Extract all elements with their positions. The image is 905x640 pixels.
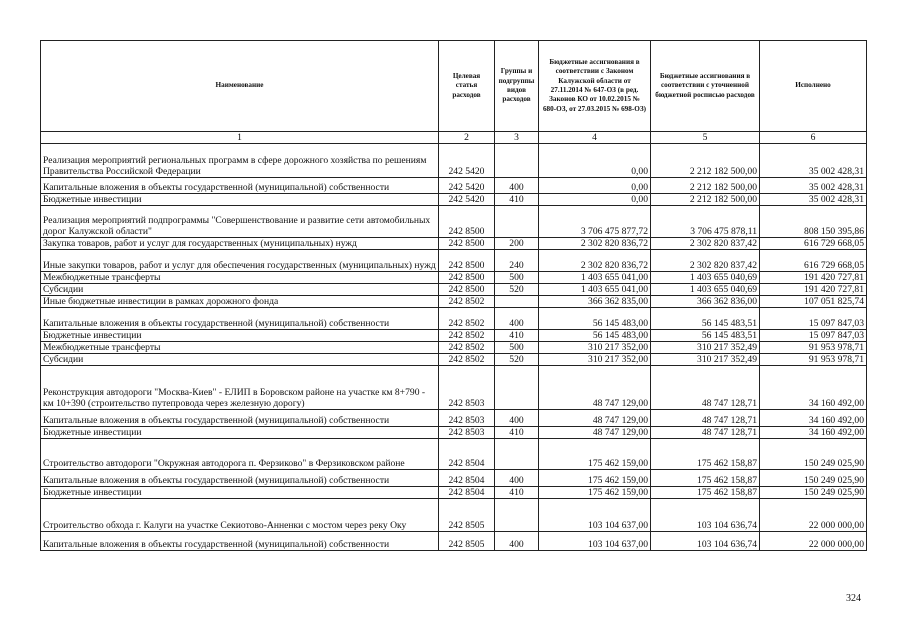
row-name: Строительство автодороги "Окружная автодорога п. Ферзиково" в Ферзиковском районе (41, 439, 439, 470)
budget-law-amount: 103 104 637,00 (539, 499, 651, 532)
budget-refined-amount: 56 145 483,51 (651, 330, 760, 342)
budget-law-amount: 175 462 159,00 (539, 439, 651, 470)
expense-group-code (495, 366, 539, 410)
row-name: Бюджетные инвестиции (41, 330, 439, 342)
expense-group-code: 200 (495, 238, 539, 250)
table-row (41, 206, 867, 238)
target-article-code: 242 8500 (439, 250, 495, 272)
target-article-code: 242 8502 (439, 354, 495, 366)
target-article-code: 242 8500 (439, 272, 495, 284)
row-name: Иные бюджетные инвестиции в рамках дорожного фонда (41, 296, 439, 308)
table-row (41, 144, 867, 178)
table-row (41, 296, 867, 308)
expense-group-code (495, 296, 539, 308)
table-row (41, 427, 867, 439)
executed-amount: 22 000 000,00 (760, 499, 867, 532)
expense-group-code: 400 (495, 532, 539, 551)
budget-law-amount: 3 706 475 877,72 (539, 206, 651, 238)
budget-law-amount: 1 403 655 041,00 (539, 284, 651, 296)
executed-amount: 616 729 668,05 (760, 238, 867, 250)
budget-law-amount: 2 302 820 836,72 (539, 250, 651, 272)
row-name: Капитальные вложения в объекты государственной (муниципальной) собственности (41, 178, 439, 194)
budget-law-amount: 1 403 655 041,00 (539, 272, 651, 284)
target-article-code: 242 8503 (439, 427, 495, 439)
target-article-code: 242 8502 (439, 308, 495, 330)
executed-amount: 808 150 395,86 (760, 206, 867, 238)
header-name: Наименование (41, 41, 439, 132)
row-name: Субсидии (41, 354, 439, 366)
table-row (41, 342, 867, 354)
row-name: Капитальные вложения в объекты государственной (муниципальной) собственности (41, 308, 439, 330)
target-article-code: 242 8502 (439, 342, 495, 354)
table-row (41, 470, 867, 487)
table-row (41, 366, 867, 410)
page-number: 324 (846, 593, 861, 604)
executed-amount: 107 051 825,74 (760, 296, 867, 308)
budget-law-amount: 56 145 483,00 (539, 308, 651, 330)
executed-amount: 35 002 428,31 (760, 194, 867, 206)
target-article-code: 242 8503 (439, 366, 495, 410)
table-row (41, 308, 867, 330)
target-article-code: 242 8500 (439, 206, 495, 238)
budget-law-amount: 48 747 129,00 (539, 410, 651, 427)
table-row (41, 439, 867, 470)
row-name: Реализация мероприятий подпрограммы "Совершенствование и развитие сети автомобильных дорог Калужской области" (41, 206, 439, 238)
row-name: Бюджетные инвестиции (41, 427, 439, 439)
table-row (41, 250, 867, 272)
expense-group-code: 500 (495, 272, 539, 284)
expense-group-code: 240 (495, 250, 539, 272)
expense-group-code: 400 (495, 308, 539, 330)
budget-law-amount: 2 302 820 836,72 (539, 238, 651, 250)
budget-law-amount: 48 747 129,00 (539, 427, 651, 439)
target-article-code: 242 8502 (439, 330, 495, 342)
column-number: 5 (651, 132, 760, 144)
budget-refined-amount: 48 747 128,71 (651, 410, 760, 427)
table-row (41, 532, 867, 551)
budget-law-amount: 310 217 352,00 (539, 342, 651, 354)
table-row (41, 330, 867, 342)
target-article-code: 242 8500 (439, 284, 495, 296)
budget-refined-amount: 310 217 352,49 (651, 342, 760, 354)
budget-refined-amount: 366 362 836,00 (651, 296, 760, 308)
budget-law-amount: 0,00 (539, 194, 651, 206)
target-article-code: 242 8504 (439, 439, 495, 470)
expense-group-code: 400 (495, 410, 539, 427)
budget-refined-amount: 2 302 820 837,42 (651, 238, 760, 250)
table-row (41, 410, 867, 427)
row-name: Бюджетные инвестиции (41, 194, 439, 206)
table-row (41, 487, 867, 499)
row-name: Межбюджетные трансферты (41, 272, 439, 284)
table-row (41, 194, 867, 206)
expense-group-code (495, 144, 539, 178)
executed-amount: 34 160 492,00 (760, 427, 867, 439)
header-budget-refined: Бюджетные ассигнования в соответствии с уточненной бюджетной росписью расходов (651, 41, 760, 132)
budget-refined-amount: 2 212 182 500,00 (651, 178, 760, 194)
budget-refined-amount: 2 212 182 500,00 (651, 144, 760, 178)
budget-refined-amount: 2 302 820 837,42 (651, 250, 760, 272)
budget-refined-amount: 175 462 158,87 (651, 470, 760, 487)
table-row (41, 284, 867, 296)
expense-group-code: 520 (495, 354, 539, 366)
row-name: Строительство обхода г. Калуги на участке Секиотово-Анненки с мостом через реку Оку (41, 499, 439, 532)
row-name: Иные закупки товаров, работ и услуг для обеспечения государственных (муниципальных) нужд (41, 250, 439, 272)
executed-amount: 150 249 025,90 (760, 439, 867, 470)
header-executed: Исполнено (760, 41, 867, 132)
target-article-code: 242 8500 (439, 238, 495, 250)
executed-amount: 15 097 847,03 (760, 308, 867, 330)
budget-law-amount: 0,00 (539, 144, 651, 178)
expense-group-code: 410 (495, 487, 539, 499)
budget-law-amount: 48 747 129,00 (539, 366, 651, 410)
budget-refined-amount: 48 747 128,71 (651, 427, 760, 439)
executed-amount: 150 249 025,90 (760, 487, 867, 499)
expense-group-code: 410 (495, 194, 539, 206)
row-name: Закупка товаров, работ и услуг для государственных (муниципальных) нужд (41, 238, 439, 250)
target-article-code: 242 5420 (439, 194, 495, 206)
budget-law-amount: 366 362 835,00 (539, 296, 651, 308)
executed-amount: 91 953 978,71 (760, 354, 867, 366)
target-article-code: 242 8505 (439, 532, 495, 551)
budget-refined-amount: 56 145 483,51 (651, 308, 760, 330)
budget-refined-amount: 103 104 636,74 (651, 532, 760, 551)
budget-refined-amount: 2 212 182 500,00 (651, 194, 760, 206)
row-name: Межбюджетные трансферты (41, 342, 439, 354)
column-number: 6 (760, 132, 867, 144)
budget-law-amount: 175 462 159,00 (539, 487, 651, 499)
expense-group-code: 500 (495, 342, 539, 354)
row-name: Реализация мероприятий региональных программ в сфере дорожного хозяйства по решениям Правительства Российской Федерации (41, 144, 439, 178)
row-name: Капитальные вложения в объекты государственной (муниципальной) собственности (41, 410, 439, 427)
table-row (41, 354, 867, 366)
row-name: Капитальные вложения в объекты государственной (муниципальной) собственности (41, 532, 439, 551)
expense-group-code: 410 (495, 330, 539, 342)
expense-group-code: 400 (495, 178, 539, 194)
expense-group-code (495, 499, 539, 532)
executed-amount: 91 953 978,71 (760, 342, 867, 354)
expense-group-code: 520 (495, 284, 539, 296)
column-number: 1 (41, 132, 439, 144)
table-row (41, 178, 867, 194)
budget-table (40, 40, 867, 551)
table-row (41, 499, 867, 532)
header-budget-law: Бюджетные ассигнования в соответствии с Законом Калужской области от 27.11.2014 № 647-ОЗ (в ред. Законов КО от 10.02.2015 № 680-ОЗ, от 27.03.2015 № 698-ОЗ) (539, 41, 651, 132)
budget-refined-amount: 310 217 352,49 (651, 354, 760, 366)
budget-refined-amount: 175 462 158,87 (651, 487, 760, 499)
header-groups: Группы и подгруппы видов расходов (495, 41, 539, 132)
row-name: Капитальные вложения в объекты государственной (муниципальной) собственности (41, 470, 439, 487)
executed-amount: 15 097 847,03 (760, 330, 867, 342)
executed-amount: 34 160 492,00 (760, 366, 867, 410)
budget-refined-amount: 103 104 636,74 (651, 499, 760, 532)
budget-refined-amount: 1 403 655 040,69 (651, 272, 760, 284)
executed-amount: 35 002 428,31 (760, 144, 867, 178)
budget-refined-amount: 1 403 655 040,69 (651, 284, 760, 296)
row-name: Реконструкция автодороги "Москва-Киев" - ЕЛИП в Боровском районе на участке км 8+790 - км 10+390 (строительство путепровода через железную дорогу) (41, 366, 439, 410)
executed-amount: 35 002 428,31 (760, 178, 867, 194)
target-article-code: 242 8505 (439, 499, 495, 532)
column-number: 3 (495, 132, 539, 144)
budget-refined-amount: 175 462 158,87 (651, 439, 760, 470)
expense-group-code: 400 (495, 470, 539, 487)
budget-law-amount: 0,00 (539, 178, 651, 194)
table-row (41, 238, 867, 250)
expense-group-code (495, 439, 539, 470)
expense-group-code: 410 (495, 427, 539, 439)
target-article-code: 242 8503 (439, 410, 495, 427)
target-article-code: 242 8504 (439, 470, 495, 487)
budget-law-amount: 310 217 352,00 (539, 354, 651, 366)
header-target-article: Целевая статья расходов (439, 41, 495, 132)
budget-law-amount: 56 145 483,00 (539, 330, 651, 342)
budget-refined-amount: 48 747 128,71 (651, 366, 760, 410)
row-name: Бюджетные инвестиции (41, 487, 439, 499)
expense-group-code (495, 206, 539, 238)
table-row (41, 272, 867, 284)
column-number: 2 (439, 132, 495, 144)
row-name: Субсидии (41, 284, 439, 296)
target-article-code: 242 8504 (439, 487, 495, 499)
column-number-row (41, 132, 867, 144)
column-number: 4 (539, 132, 651, 144)
budget-law-amount: 103 104 637,00 (539, 532, 651, 551)
executed-amount: 22 000 000,00 (760, 532, 867, 551)
budget-refined-amount: 3 706 475 878,11 (651, 206, 760, 238)
executed-amount: 191 420 727,81 (760, 272, 867, 284)
target-article-code: 242 5420 (439, 144, 495, 178)
target-article-code: 242 8502 (439, 296, 495, 308)
executed-amount: 34 160 492,00 (760, 410, 867, 427)
header-row (41, 41, 867, 132)
executed-amount: 616 729 668,05 (760, 250, 867, 272)
executed-amount: 191 420 727,81 (760, 284, 867, 296)
executed-amount: 150 249 025,90 (760, 470, 867, 487)
budget-law-amount: 175 462 159,00 (539, 470, 651, 487)
target-article-code: 242 5420 (439, 178, 495, 194)
